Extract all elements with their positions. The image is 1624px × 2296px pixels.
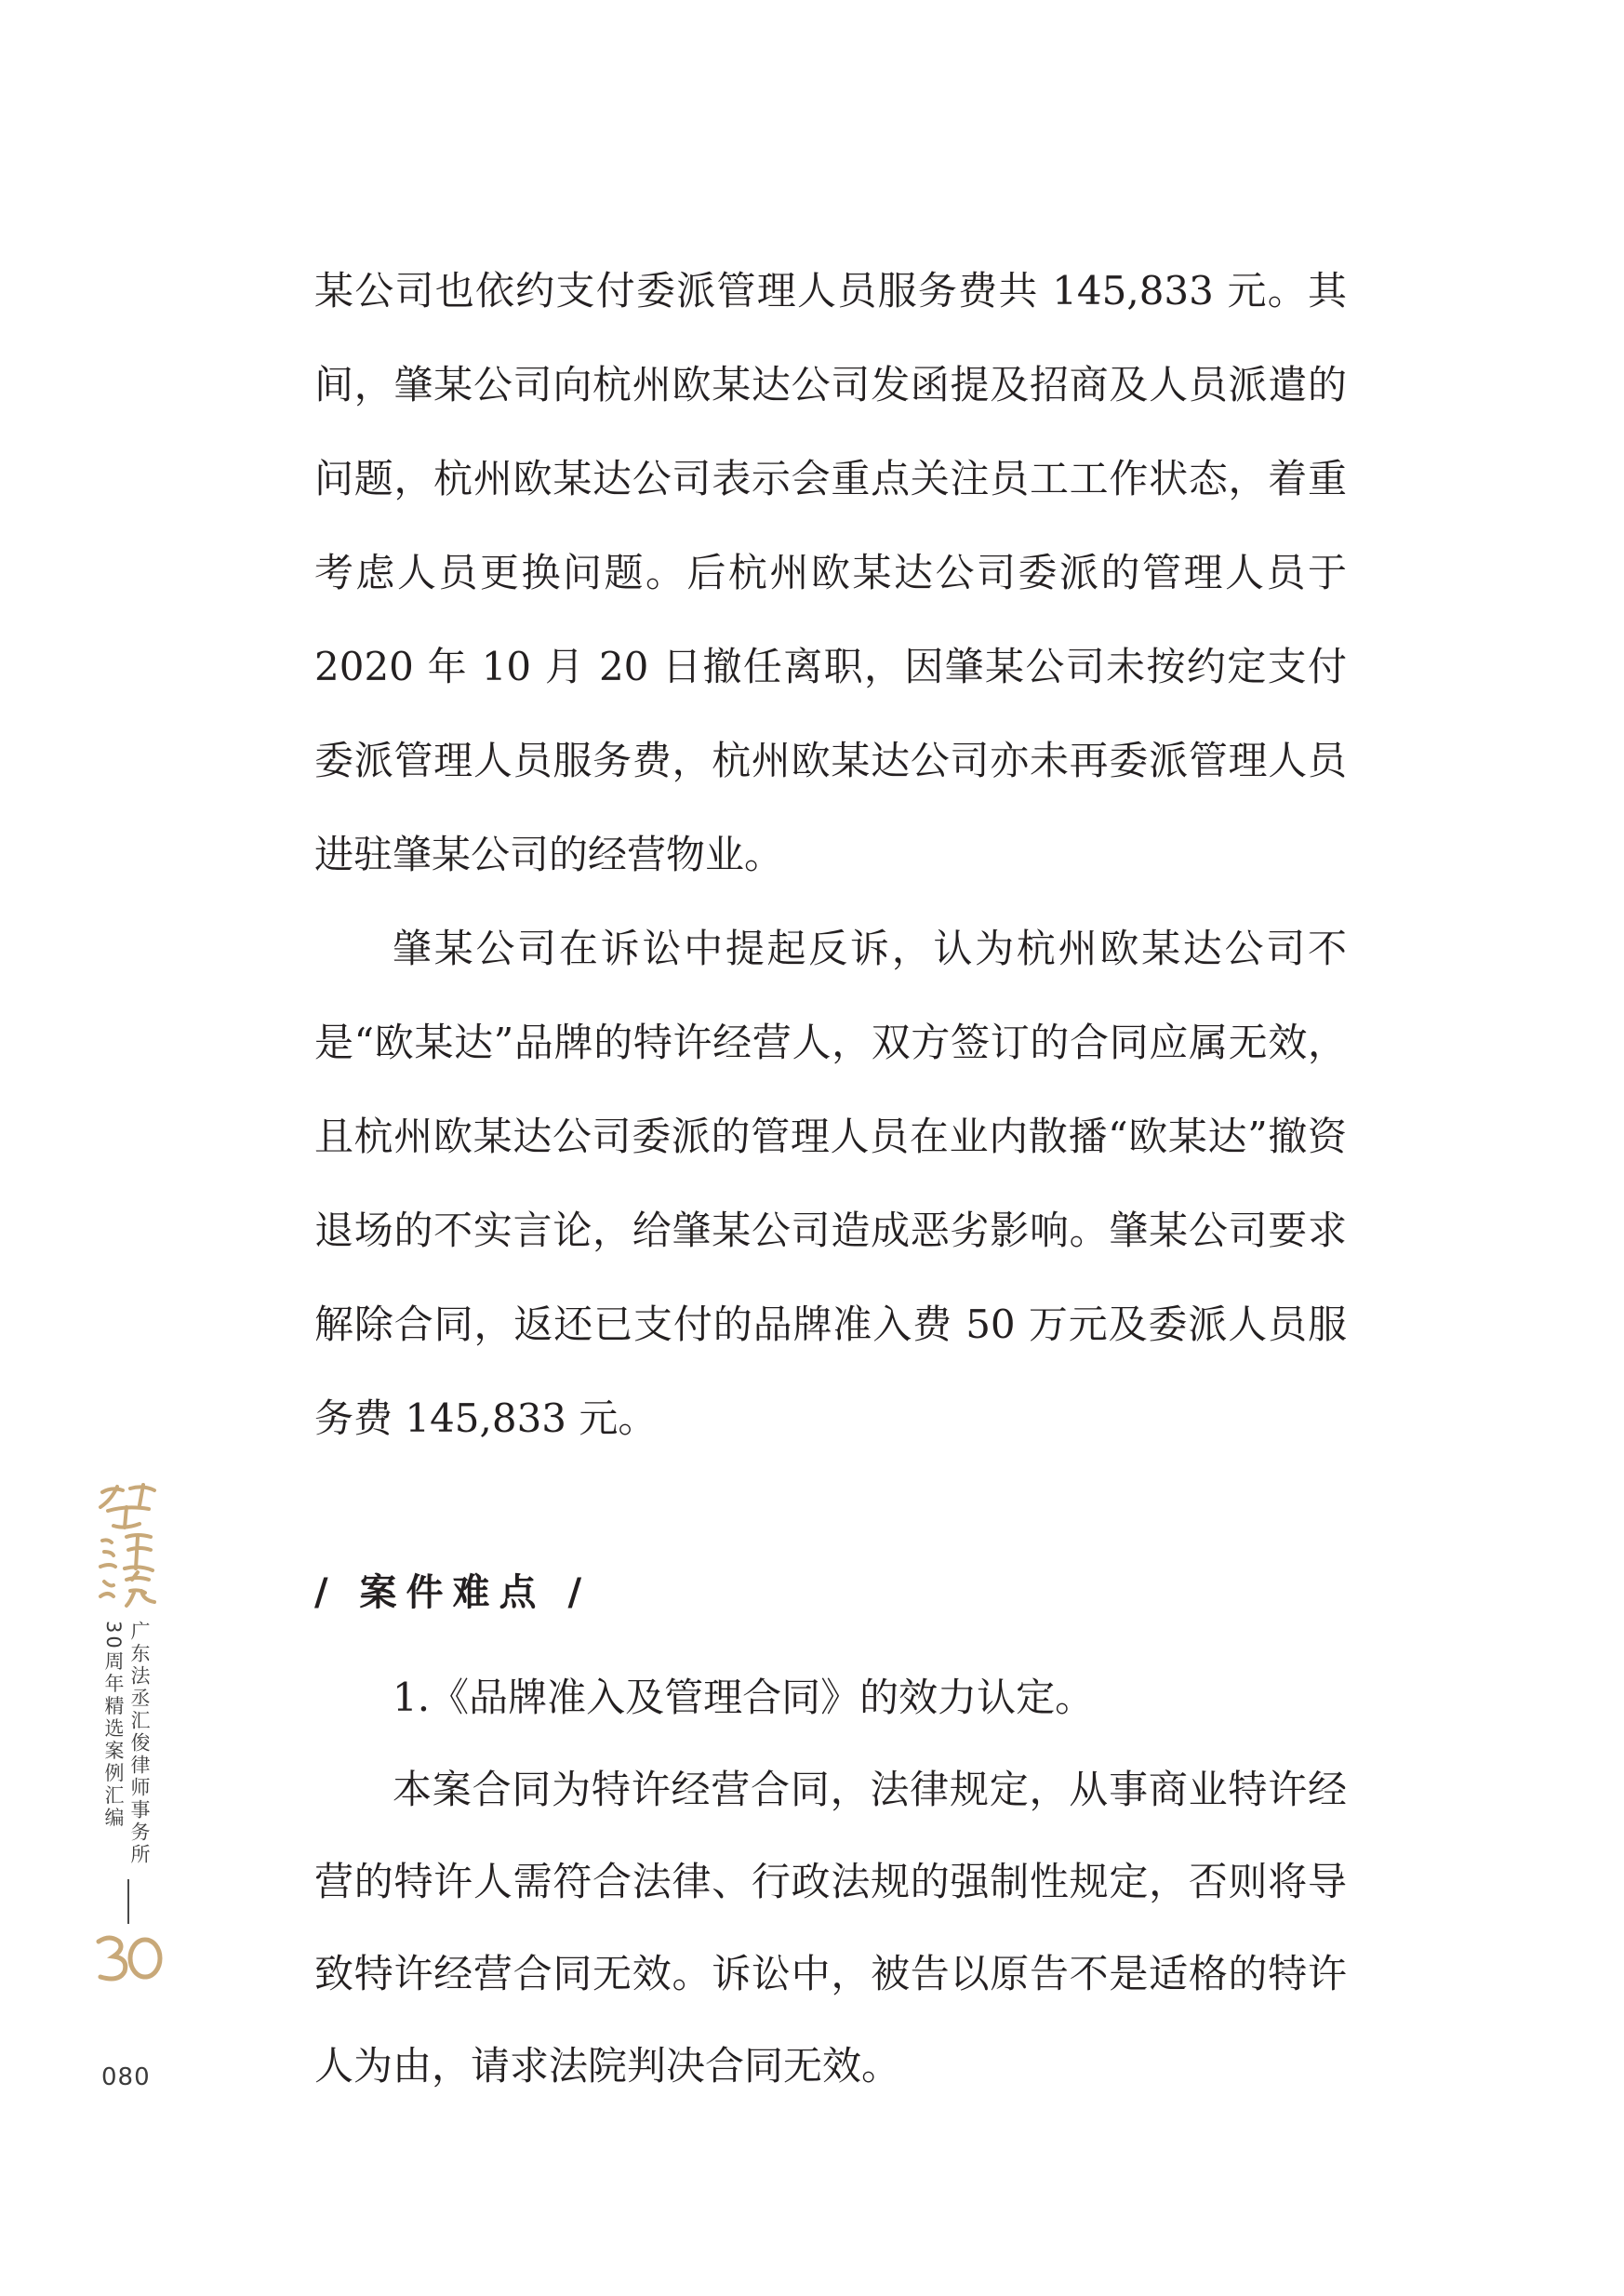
section-paragraph-1: 1.《品牌准入及管理合同》的效力认定。 [393,1675,1095,1720]
section-heading: / 案件难点 / [314,1571,592,1614]
calligraphy-logo-icon [89,1479,166,1609]
section-body [314,1651,1347,2112]
main-body [314,244,1347,1465]
sidebar-rule [127,1879,129,1924]
brand-logo [89,1479,173,1609]
thirty-anniversary-icon [93,1930,166,1986]
firm-name-vertical: 广东法丞汇俊律师事务所 [128,1621,151,1866]
anniversary-text-vertical: 30周年精选案例汇编 [102,1621,125,1830]
section-paragraph-2: 本案合同为特许经营合同，法律规定，从事商业特许经营的特许人需符合法律、行政法规的强制性规定，否则将导致特许经营合同无效。诉讼中，被告以原告不是适格的特许人为由，请求法院判决合同无效。 [314,1767,1347,2089]
page-number: 080 [101,2063,151,2091]
body-paragraph-2: 肇某公司在诉讼中提起反诉，认为杭州欧某达公司不是“欧某达”品牌的特许经营人，双方签订的合同应属无效，且杭州欧某达公司委派的管理人员在业内散播“欧某达”撤资退场的不实言论，给肇某公司造成恶劣影响。肇某公司要求解除合同，返还已支付的品牌准入费 50 万元及委派人员服务费 145,833 元。 [314,926,1347,1441]
body-paragraph-1: 某公司也依约支付委派管理人员服务费共 145,833 元。其间，肇某公司向杭州欧某达公司发函提及招商及人员派遣的问题，杭州欧某达公司表示会重点关注员工工作状态，着重考虑人员更换问题。后杭州欧某达公司委派的管理人员于 2020 年 10 月 20 日撤任离职，因肇某公司未按约定支付委派管理人员服务费，杭州欧某达公司亦未再委派管理人员进驻肇某公司的经营物业。 [314,268,1347,877]
